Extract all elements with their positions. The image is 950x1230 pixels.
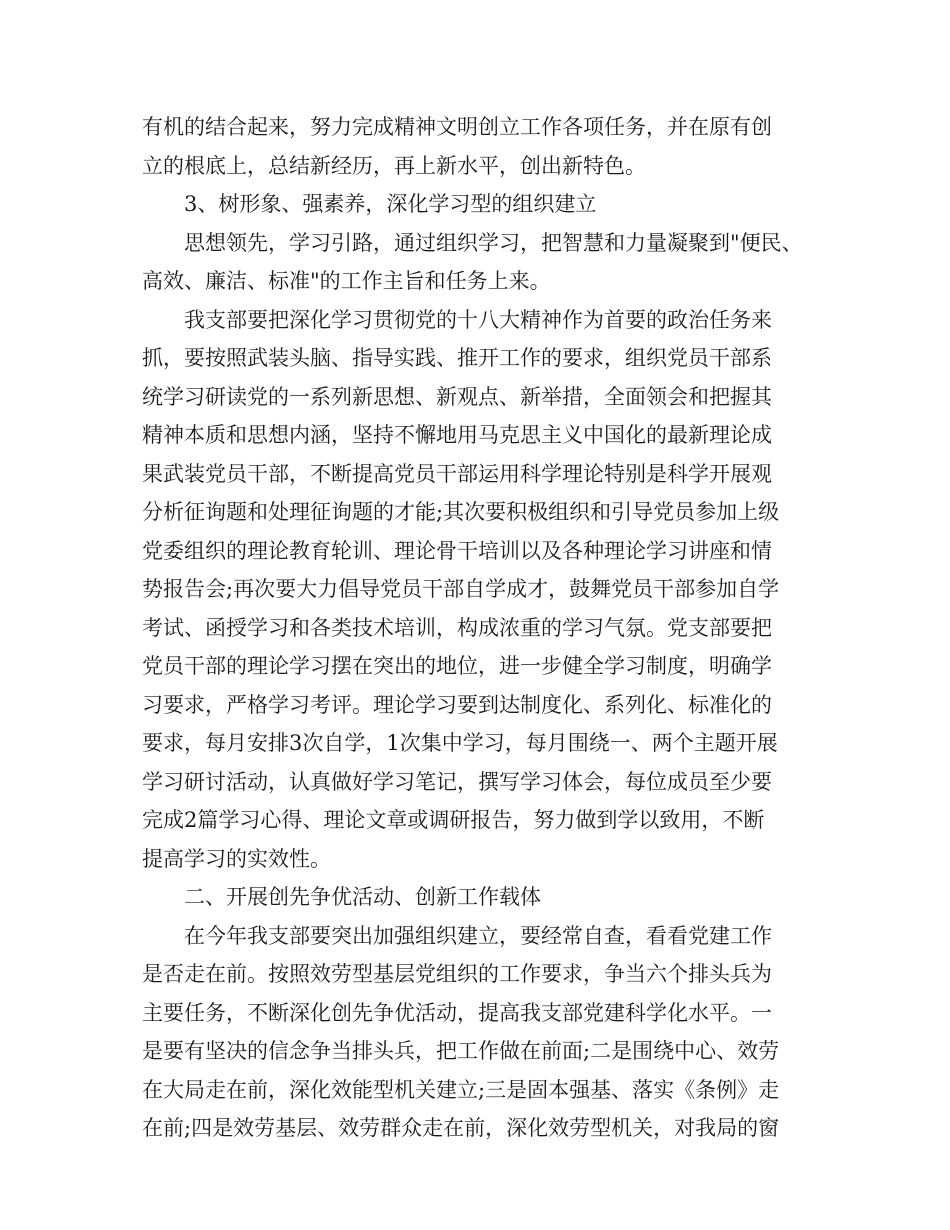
text-line: 完成2篇学习心得、理论文章或调研报告，努力做到学以致用，不断 (142, 808, 765, 832)
text-line: 党员干部的理论学习摆在突出的地位，进一步健全学习制度，明确学 (142, 654, 772, 678)
document-body (142, 108, 810, 1148)
text-line: 在今年我支部要突出加强组织建立，要经常自查，看看党建工作 (184, 923, 772, 948)
text-line: 高效、廉洁、标准"的工作主旨和任务上来。 (142, 269, 551, 293)
text-line: 3、树形象、强素养，深化学习型的组织建立 (184, 192, 597, 216)
text-line: 分析征询题和处理征询题的才能;其次要积极组织和引导党员参加上级 (142, 500, 780, 524)
text-line: 思想领先，学习引路，通过组织学习，把智慧和力量凝聚到"便民、 (184, 230, 803, 255)
text-line: 习要求，严格学习考评。理论学习要到达制度化、系列化、标准化的 (142, 692, 772, 717)
text-line: 果武装党员干部，不断提高党员干部运用科学理论特别是科学开展观 (142, 461, 772, 486)
text-line: 精神本质和思想内涵，坚持不懈地用马克思主义中国化的最新理论成 (142, 423, 772, 447)
text-line: 有机的结合起来，努力完成精神文明创立工作各项任务，并在原有创 (142, 115, 772, 139)
text-line: 是要有坚决的信念争当排头兵，把工作做在前面;二是围绕中心、效劳 (142, 1039, 780, 1063)
text-line: 势报告会;再次要大力倡导党员干部自学成才，鼓舞党员干部参加自学 (142, 577, 780, 601)
text-line: 提高学习的实效性。 (142, 846, 331, 871)
text-line: 要求，每月安排3次自学，1次集中学习，每月围绕一、两个主题开展 (142, 731, 778, 755)
text-line: 在前;四是效劳基层、效劳群众走在前，深化效劳型机关，对我局的窗 (142, 1116, 780, 1140)
text-line: 抓，要按照武装头脑、指导实践、推开工作的要求，组织党员干部系 (142, 346, 772, 370)
text-line: 是否走在前。按照效劳型基层党组织的工作要求，争当六个排头兵为 (142, 962, 772, 986)
text-line: 在大局走在前，深化效能型机关建立;三是固本强基、落实《条例》走 (142, 1077, 780, 1102)
text-line: 党委组织的理论教育轮训、理论骨干培训以及各种理论学习讲座和情 (142, 538, 772, 563)
text-line: 我支部要把深化学习贯彻党的十八大精神作为首要的政治任务来 (184, 307, 772, 332)
text-line: 主要任务，不断深化创先争优活动，提高我支部党建科学化水平。一 (142, 1000, 772, 1025)
text-line: 考试、函授学习和各类技术培训，构成浓重的学习气氛。党支部要把 (142, 615, 772, 640)
text-line: 统学习研读党的一系列新思想、新观点、新举措，全面领会和把握其 (142, 384, 772, 409)
text-line: 立的根底上，总结新经历，再上新水平，创出新特色。 (142, 153, 646, 178)
text-line: 二、开展创先争优活动、创新工作载体 (184, 885, 541, 909)
text-line: 学习研讨活动，认真做好学习笔记，撰写学习体会，每位成员至少要 (142, 769, 772, 794)
